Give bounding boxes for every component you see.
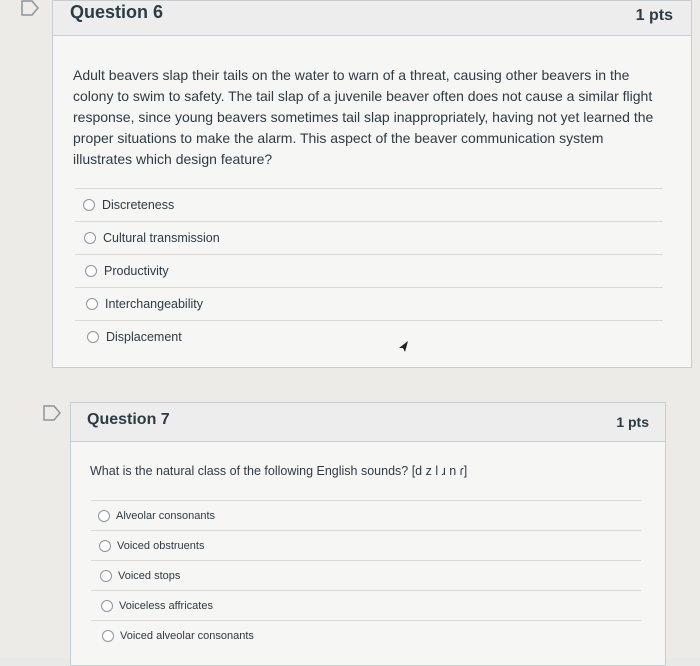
question-points: 1 pts bbox=[635, 7, 673, 24]
flag-question-icon[interactable] bbox=[20, 0, 42, 16]
answer-label: Alveolar consonants bbox=[116, 509, 216, 522]
answer-label: Displacement bbox=[106, 330, 182, 344]
answer-list bbox=[75, 188, 663, 353]
radio-button[interactable] bbox=[102, 630, 114, 642]
answer-label: Voiced stops bbox=[118, 569, 181, 582]
radio-button[interactable] bbox=[100, 570, 112, 582]
answer-option[interactable] bbox=[75, 287, 663, 320]
radio-button[interactable] bbox=[98, 510, 110, 522]
answer-option[interactable] bbox=[75, 320, 663, 353]
question-text: Adult beavers slap their tails on the water to warn of a threat, causing other beavers in the colony to swim to safety. The tail slap of a juvenile beaver often does not cause a similar flight response, since young beavers sometimes tail slap inappropriately, having not yet learned the proper situations to make the alarm. This aspect of the beaver communication system illustrates which design feature? bbox=[73, 67, 654, 167]
question-text: What is the natural class of the following English sounds? [d z l ɹ n ɾ] bbox=[90, 464, 468, 478]
flag-question-icon[interactable] bbox=[42, 405, 64, 421]
question-title: Question 7 bbox=[87, 411, 170, 428]
answer-label: Cultural transmission bbox=[103, 231, 220, 245]
answer-label: Voiced alveolar consonants bbox=[120, 629, 254, 642]
question-header bbox=[53, 1, 691, 36]
answer-option[interactable] bbox=[91, 500, 641, 530]
answer-label: Interchangeability bbox=[105, 297, 203, 311]
radio-button[interactable] bbox=[85, 265, 97, 277]
mouse-cursor-icon bbox=[398, 340, 410, 354]
radio-button[interactable] bbox=[86, 298, 98, 310]
answer-option[interactable] bbox=[91, 590, 641, 620]
question-card bbox=[70, 402, 666, 666]
question-card bbox=[52, 0, 692, 368]
radio-button[interactable] bbox=[83, 199, 95, 211]
radio-button[interactable] bbox=[87, 331, 99, 343]
question-points: 1 pts bbox=[616, 414, 649, 430]
answer-label: Voiceless affricates bbox=[119, 599, 213, 612]
radio-button[interactable] bbox=[101, 600, 113, 612]
answer-label: Productivity bbox=[104, 264, 169, 278]
answer-option[interactable] bbox=[75, 254, 663, 287]
radio-button[interactable] bbox=[99, 540, 111, 552]
answer-list bbox=[91, 500, 641, 650]
answer-option[interactable] bbox=[75, 221, 663, 254]
answer-option[interactable] bbox=[91, 560, 641, 590]
answer-option[interactable] bbox=[91, 530, 641, 560]
answer-label: Voiced obstruents bbox=[117, 539, 205, 552]
radio-button[interactable] bbox=[84, 232, 96, 244]
answer-option[interactable] bbox=[75, 188, 663, 221]
question-title: Question 6 bbox=[70, 2, 164, 22]
question-header bbox=[71, 403, 665, 442]
answer-option[interactable] bbox=[91, 620, 641, 650]
answer-label: Discreteness bbox=[102, 198, 175, 212]
